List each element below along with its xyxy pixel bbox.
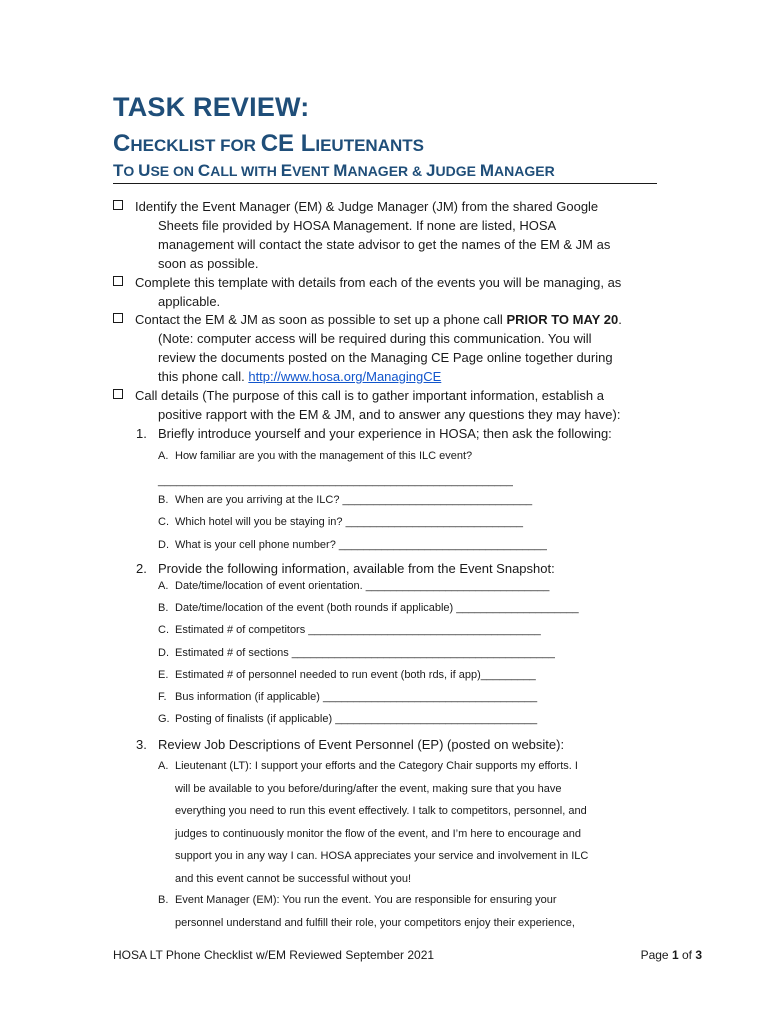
checklist-item-call-details: Call details (The purpose of this call is to gather important information, establish a positive rapport with the EM & JM, and to answer any questions they may have): (113, 386, 663, 424)
footer-document-info: HOSA LT Phone Checklist w/EM Reviewed September 2021 (113, 948, 435, 962)
page-title: TASK REVIEW: (113, 92, 310, 122)
checklist-item-template: Complete this template with details from each of the events you will be managing, as applicable. (113, 273, 663, 311)
list-item: G. Posting of finalists (if applicable) _________________________________ (158, 713, 538, 725)
checklist-item-identify: Identify the Event Manager (EM) & Judge Manager (JM) from the shared Google Sheets file provided by HOSA Management. If none are listed, HOSA management will contact the state advisor to get the names of the EM & JM as soon as possible. (113, 197, 663, 273)
page-number: Page 1 of 3 (640, 948, 702, 962)
list-item: A. Date/time/location of event orientation. ______________________________ (158, 580, 550, 592)
list-item: A. How familiar are you with the management of this ILC event? (158, 450, 473, 462)
list-item: B. Date/time/location of the event (both rounds if applicable) ____________________ (158, 602, 579, 614)
list-item: D. Estimated # of sections ___________________________________________ (158, 647, 555, 659)
job-description-event-manager: B. Event Manager (EM): You run the event. You are responsible for ensuring your personnel understand and fulfill their role, your competitors enjoy their experience, (158, 894, 575, 929)
job-description-lieutenant: A. Lieutenant (LT): I support your efforts and the Category Chair supports my efforts. I will be available to you before/during/after the event, making sure that you have everything you need to run this event effectively. I talk to competitors, personnel, and judges to continuously monitor the flow of the event, and I’m here to encourage and support you in any way I can. HOSA appreciates your service and involvement in ILC and this event cannot be successful without you! (158, 760, 589, 885)
list-item: C. Which hotel will you be staying in? _____________________________ (158, 516, 523, 528)
deadline-text: PRIOR TO MAY 20 (506, 312, 619, 327)
page-subheading: TO USE ON CALL WITH EVENT MANAGER & JUDGE MANAGER (113, 161, 657, 184)
managing-ce-link[interactable]: http://www.hosa.org/ManagingCE (248, 369, 442, 384)
document-page: TASK REVIEW: CHECKLIST FOR CE LIEUTENANTS TO USE ON CALL WITH EVENT MANAGER & JUDGE MANAGER Identify the Event Manager (EM) & Judge Manager (JM) from the shared Google Sheets file provided by HOSA Management. If none are listed, HOSA management will contact the state advisor to get the names of the EM & JM as soon as possible. Complete this template with details from each of the events you will be managing, as applicable. Contact the EM & JM as soon as possible to set up a phone call PRIOR TO MAY 20. (Note: computer access will be required during this communication. You will review the documents posted on the Managing CE Page online together during this phone call. http://www.hosa.org/ManagingCE Call details (The purpose of this call is to gather important information, establish a positive rapport with the EM & JM, and to answer any questions they may have): 1. Briefly introduce yourself and your experience in HOSA; then ask the following: A. How familiar are you with the management of this ILC event? __________________________________________________________ B. When are you arriving at the ILC? _______________________________ C. Which hotel will you be staying in? _____________________________ D. What is your cell phone number? __________________________________ 2. Provide the following information, available from the Event Snapshot: A. Date/time/location of event orientation. ______________________________ B. Date/time/location of the event (both rounds if applicable) ____________________ C. Estimated # of competitors ______________________________________ D. Estimated # of sections ___________________________________________ E. Estimated # of personnel needed to run event (both rds, if app)_________ F. Bus information (if applicable) ___________________________________ G. Posting of finalists (if applicable) _________________________________ 3. Review Job Descriptions of Event Personnel (EP) (posted on website): A. Lieutenant (LT): I support your efforts and the Category Chair supports my efforts. I will be available to you before/during/after the event, making sure that you have everything you need to run this event effectively. I talk to competitors, personnel, and judges to continuously monitor the flow of the event, and I’m here to encourage and support you in any way I can. HOSA appreciates your service and involvement in ILC and this event cannot be successful without you! B. Event Manager (EM): You run the event. You are responsible for ensuring your personnel understand and fulfill their role, your competitors enjoy their experience, HOSA LT Phone Checklist w/EM Reviewed September 2021 Page 1 of 3 (113, 92, 702, 962)
answer-line[interactable]: __________________________________________________________ (158, 475, 513, 487)
list-item: F. Bus information (if applicable) ___________________________________ (158, 691, 538, 703)
page-subtitle: CHECKLIST FOR CE LIEUTENANTS (113, 130, 424, 157)
list-item: C. Estimated # of competitors ______________________________________ (158, 624, 541, 636)
list-item: D. What is your cell phone number? __________________________________ (158, 539, 547, 551)
checklist-item-contact: Contact the EM & JM as soon as possible to set up a phone call PRIOR TO MAY 20. (Note: computer access will be required during this communication. You will review the documents posted on the Managing CE Page online together during this phone call. http://www.hosa.org/ManagingCE (113, 310, 663, 386)
checkbox-icon[interactable] (113, 389, 123, 399)
checkbox-icon[interactable] (113, 276, 123, 286)
list-item: B. When are you arriving at the ILC? _______________________________ (158, 494, 533, 506)
checkbox-icon[interactable] (113, 200, 123, 210)
checkbox-icon[interactable] (113, 313, 123, 323)
list-item: E. Estimated # of personnel needed to run event (both rds, if app)_________ (158, 669, 536, 681)
